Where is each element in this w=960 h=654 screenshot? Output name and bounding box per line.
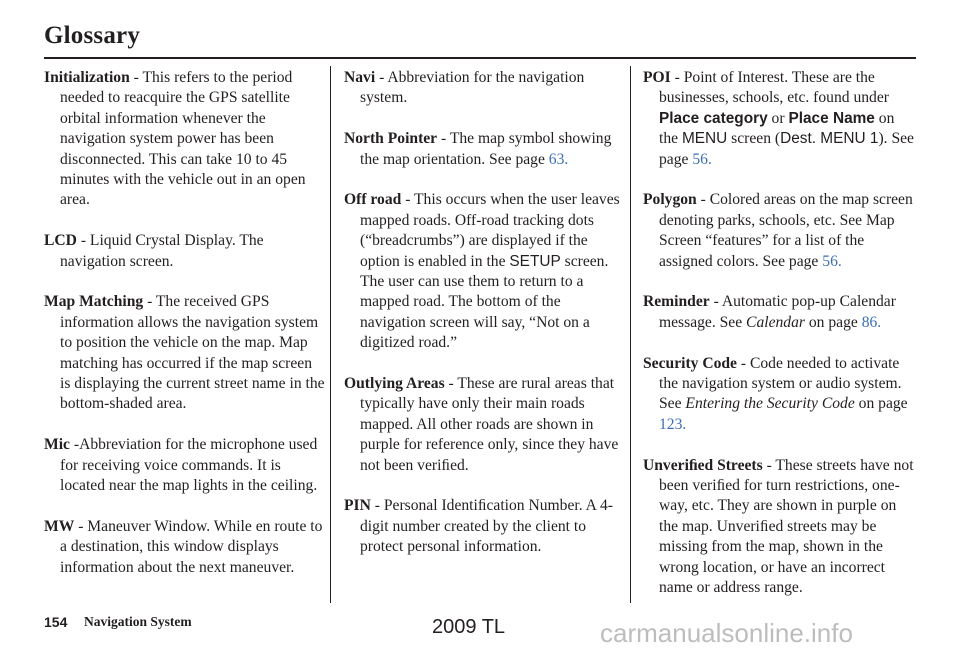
column-divider (630, 66, 631, 603)
dest-menu-label: Dest. MENU 1 (780, 130, 879, 148)
entry-outlying-areas (344, 374, 626, 476)
glossary-column-2 (344, 68, 626, 578)
term: Initialization (44, 69, 130, 86)
definition: - These streets have not been veriﬁed for turn restrictions, one-way, etc. They are shown in purple on the map. Unveriﬁed streets may be missing from the map, shown in the wrong location, or have an incorrect name or address range. (659, 456, 914, 597)
entry-north-pointer (344, 129, 626, 170)
page-link[interactable]: 56. (692, 150, 712, 168)
place-category-button-label: Place category (659, 109, 768, 127)
definition: - The received GPS information allows the navigation system to position the vehicle on the map. Map matching has occurred if the map screen is displaying the current street name in the bottom-shaded area. (60, 293, 325, 413)
term: LCD (44, 232, 77, 250)
definition: - The map symbol showing the map orientation. See page (360, 130, 612, 168)
entry-unverified-streets (643, 456, 917, 599)
definition: - Maneuver Window. While en route to a destination, this window displays information about the next maneuver. (60, 517, 323, 576)
term: Reminder (643, 293, 710, 311)
calendar-reference: Calendar (746, 313, 805, 331)
definition: - Personal Identiﬁcation Number. A 4-digit number created by the client to protect personal information. (360, 497, 613, 556)
entry-initialization (44, 68, 326, 211)
page-link[interactable]: 63. (548, 150, 569, 168)
definition-cont: ). See page (659, 130, 914, 168)
term: Unveriﬁed Streets (643, 456, 763, 474)
page-link[interactable]: 86. (861, 313, 882, 331)
watermark: carmanualsonline.info (600, 618, 853, 648)
page-number: 154 (44, 614, 68, 630)
entry-security-code (643, 354, 917, 436)
entry-off-road (344, 190, 626, 353)
term: POI (643, 69, 671, 86)
entry-map-matching (44, 292, 326, 414)
term: North Pointer (344, 130, 438, 148)
term: Security Code (643, 354, 737, 372)
entry-pin (344, 496, 626, 557)
page-title: Glossary (44, 22, 141, 49)
glossary-column-3 (643, 68, 917, 619)
entry-polygon (643, 190, 917, 272)
definition-cont: screen ( (727, 130, 781, 148)
definition: - Abbreviation for the navigation system. (360, 69, 585, 107)
security-code-reference: Entering the Security Code (685, 395, 855, 413)
definition: - Automatic pop-up Calendar message. See (659, 293, 896, 331)
definition-cont: on the (659, 109, 895, 148)
term: Polygon (643, 191, 697, 209)
definition: - Point of Interest. These are the businesses, schools, etc. found under (659, 69, 889, 107)
definition: - Liquid Crystal Display. The navigation screen. (60, 232, 264, 270)
term: Outlying Areas (344, 375, 445, 393)
definition: - This occurs when the user leaves mapped roads. Off-road tracking dots (“breadcrumbs”) are displayed if the option is enabled in the (360, 191, 620, 270)
definition: - This refers to the period needed to reacquire the GPS satellite orbital information whenever the navigation system power has been disconnected. This can take 10 to 45 minutes with the vehicle out in an open area. (60, 69, 306, 209)
term: Map Matching (44, 293, 144, 311)
glossary-column-1 (44, 68, 326, 598)
definition: - These are rural areas that typically have only their main roads mapped. All other roads are shown in purple for reference only, since they have not been veriﬁed. (360, 375, 619, 474)
definition: -Abbreviation for the microphone used for receiving voice commands. It is located near the map lights in the ceiling. (60, 436, 318, 495)
definition-cont: on page (804, 313, 862, 331)
definition-or: or (767, 109, 789, 127)
entry-reminder (643, 292, 917, 333)
entry-poi (643, 68, 917, 170)
entry-navi (344, 68, 626, 109)
entry-mic (44, 435, 326, 496)
entry-lcd (44, 231, 326, 272)
page-link[interactable]: 56. (822, 252, 842, 270)
footer-model: 2009 TL (432, 616, 506, 638)
place-name-button-label: Place Name (788, 109, 875, 127)
definition-cont: screen. The user can use them to return to a mapped road. The bottom of the navigation screen will say, “Not on a digitized road.” (360, 252, 609, 352)
definition-cont: on page (854, 395, 908, 413)
entry-mw (44, 517, 326, 578)
term: Off road (344, 191, 402, 209)
definition: - Code needed to activate the navigation system or audio system. See (659, 354, 902, 413)
menu-button-label: MENU (681, 130, 728, 148)
page-link[interactable]: 123. (659, 415, 687, 433)
term: Navi (344, 69, 376, 86)
title-rule (44, 57, 916, 59)
definition: - Colored areas on the map screen denoting parks, schools, etc. See Map Screen “features” for a list of the assigned colors. See page (659, 191, 913, 270)
footer-section-label: Navigation System (84, 614, 192, 629)
term: Mic (44, 436, 70, 454)
term: PIN (344, 497, 371, 515)
term: MW (44, 517, 75, 535)
column-divider (330, 66, 331, 603)
setup-button-label: SETUP (509, 252, 561, 270)
